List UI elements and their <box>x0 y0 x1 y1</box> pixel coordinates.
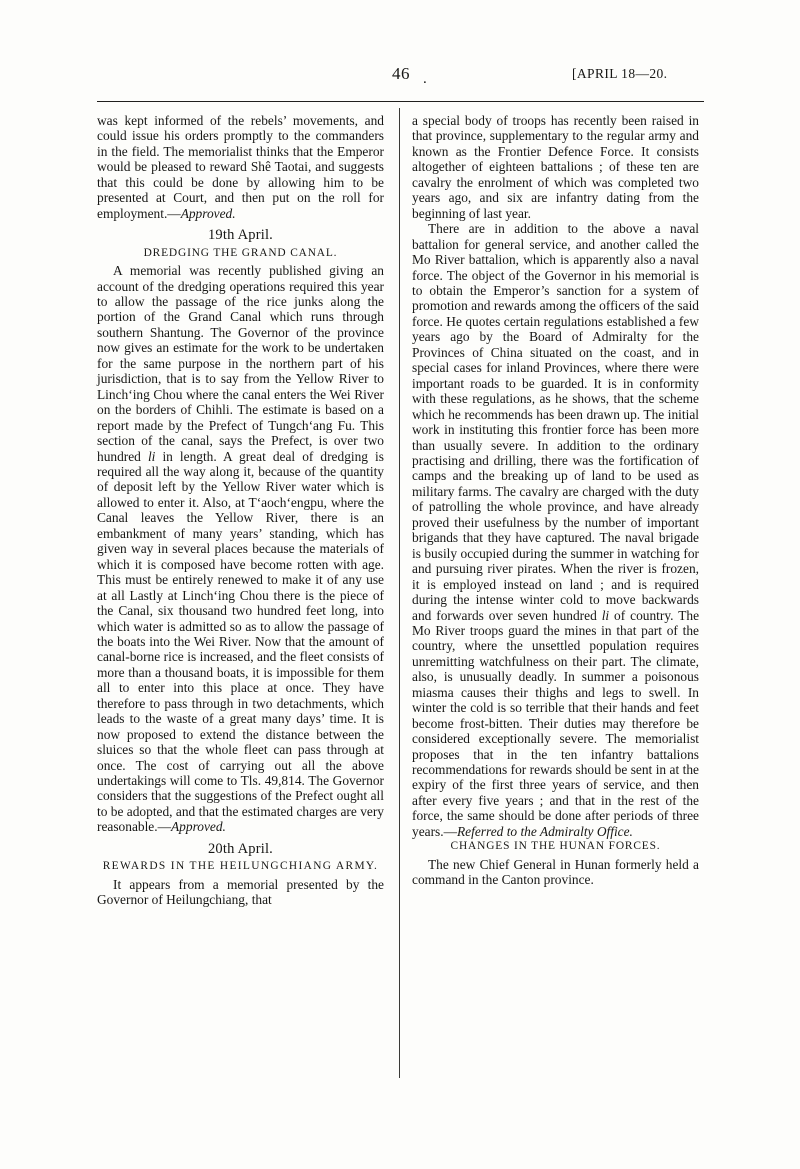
column-divider-rule <box>399 108 400 1078</box>
left-column <box>97 113 384 908</box>
header-date-range <box>572 65 667 83</box>
section-heading: DREDGING THE GRAND CANAL. <box>143 246 338 259</box>
italic-term: li <box>601 607 610 623</box>
header-rule <box>97 101 704 102</box>
body-paragraph: A memorial was recently published giving an account of the dredging operations required this year to allow the passage of the rice junks along the portion of the Grand Canal which runs through southern Shantung. The Governor of the province now gives an estimate for the work to be undertaken for the same purpose in the northern part of his jurisdiction, that is to say from the Yellow River to Linch‘ing Chou where the canal enters the Wei River on the borders of Chihli. The estimate is based on a report made by the Prefect of Tungch‘ang Fu. This section of the canal, says the Prefect, is over two hundred li in length. A great deal of dredging is required all the way along it, because of the quantity of deposit left by the Yellow River water which is allowed to enter it. Also, at T‘aoch‘engpu, where the Canal leaves the Yellow River, there is an embankment of many years’ standing, which has given way in several places because the materials of which it is composed have become rotten with age. This must be entirely renewed to make it of any use at all Lastly at Linch‘ing Chou there is the piece of the Canal, six thousand two hundred feet long, into which water is admitted so as to allow the passage of the boats into the Wei River. Now that the amount of canal-borne rice is increased, and the fleet consists of more than a thousand boats, it is impossible for them all to enter into this place at once. They have therefore to pass through in two detachments, which leads to the waste of a great many days’ time. It is now proposed to extend the distance between the sluices so that the whole fleet can pass through at once. The cost of carrying out all the above undertakings will come to Tls. 49,814. The Governor considers that the suggestions of the Prefect ought all to be adopted, and that the estimated charges are very reasonable.—Approved. <box>97 263 384 835</box>
section-heading: CHANGES IN THE HUNAN FORCES. <box>450 840 661 853</box>
header-date-text: [APRIL 18—20. <box>572 66 668 81</box>
body-paragraph: It appears from a memorial presented by the Governor of Heilungchiang, that <box>97 876 384 908</box>
right-column <box>412 113 699 888</box>
body-paragraph: was kept informed of the rebels’ movements, and could issue his orders promptly to the commanders in the field. The memorialist thinks that the Emperor would be pleased to reward Shê Taotai, and suggests that this could be done by allowing him to be presented at Court, and then put on the roll for employment.—Approved. <box>97 113 384 221</box>
running-head <box>96 64 704 90</box>
date-heading: 20th April. <box>207 840 274 857</box>
editorial-note: Approved. <box>180 205 236 221</box>
body-paragraph: There are in addition to the above a naval battalion for general service, and another called the Mo River battalion, which is apparently also a naval force. The object of the Governor in his memorial is to obtain the Emperor’s sanction for a system of promotion and rewards among the officers of the said force. He quotes certain regulations established a few years ago by the Board of Admiralty for the Provinces of China situated on the coast, and in special cases for inland Provinces, where there were important roads to be guarded. It is in conformity with these regulations, as he shows, that the scheme which he recommends has been drawn up. The initial work in instituting this frontier force has been more than usually severe. In addition to the ordinary practising and drilling, there was the fortification of camps and the breaking up of land to be used as military farms. The cavalry are charged with the duty of patrolling the whole province, and have already proved their usefulness by the number of important brigands that they have captured. The naval brigade is busily occupied during the summer in watching for and pursuing river pirates. When the river is frozen, it is employed instead on land ; and is required during the intense winter cold to move backwards and forwards over seven hundred li of country. The Mo River troops guard the mines in that part of the country, where the unsettled population requires unremitting watchfulness on their part. The climate, also, is unusually deadly. In summer a poisonous miasma causes their thighs and legs to swell. In winter the cold is so terrible that their hands and feet become frost-bitten. Their duties may therefore be considered exceptionally severe. The memorialist proposes that in the ten infantry battalions recommendations for rewards should be sent in at the expiry of the first three years of service, and then after every five years ; and that in the rest of the force, the same should be done after periods of three years.—Referred to the Admiralty Office. <box>412 221 700 839</box>
italic-term: li <box>147 448 156 464</box>
body-paragraph: a special body of troops has recently been raised in that province, supplementary to the regular army and known as the Frontier Defence Force. It consists altogether of eighteen battalions ; of these ten are cavalry the enrolment of which was completed two years ago, and six are infantry dating from the beginning of last year. <box>412 113 699 221</box>
date-heading: 19th April. <box>207 227 274 244</box>
section-heading: REWARDS IN THE HEILUNGCHIANG ARMY. <box>102 860 379 873</box>
page-number: 46 <box>392 64 410 83</box>
editorial-note: Approved. <box>171 819 226 835</box>
folio-dot: . <box>423 71 427 87</box>
editorial-note: Referred to the Admiralty Office. <box>457 823 633 839</box>
body-paragraph: The new Chief General in Hunan formerly held a command in the Canton province. <box>412 856 699 888</box>
